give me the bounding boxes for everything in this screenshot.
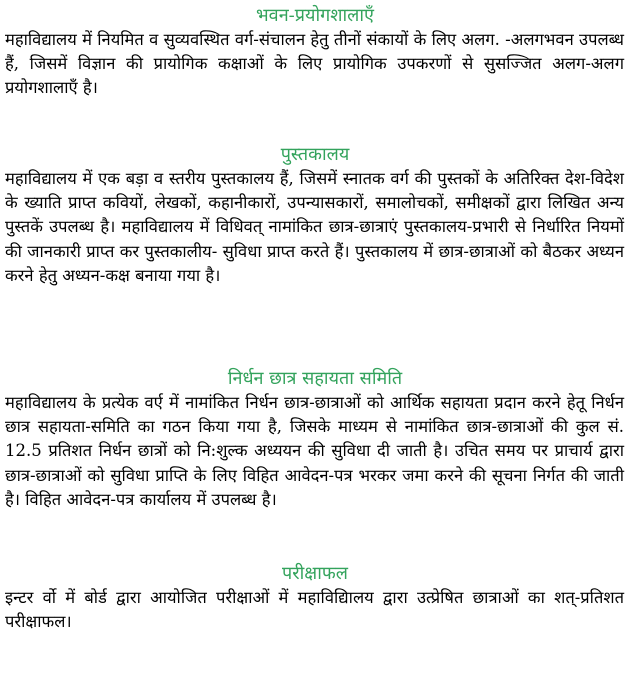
section-body: महाविद्यालय में एक बड़ा व स्तरीय पुस्तकालय हैं, जिसमें स्नातक वर्ग की पुस्तकों के अतिरिक्त देश-विदेश के ख्याति प्राप्त कवियों, लेखकों, कहानीकारों, उपन्यासकारों, समालोचकों, समीक्षकों द्वारा लिखित अन्य पुस्तकें उपलब्ध है। महाविद्यालय में विधिवत् नामांकित छात्र-छात्राएं पुस्तकालय-प्रभारी से निर्धारित नियमों की जानकारी प्राप्त कर पुस्तकालीय- सुविधा प्राप्त करते हैं। पुस्तकालय में छात्र-छात्राओं को बैठकर अध्यन करने हेतु अध्यन-कक्ष बनाया गया है। bbox=[5, 169, 624, 285]
section-poor-student-aid bbox=[0, 367, 630, 512]
section-body: इन्टर र्वो में बोर्ड द्वारा आयोजित परीक्षाओं में महाविद्यिालय द्वारा उत्प्रेषित छात्राओं का शत्-प्रतिशत परीक्षाफल। bbox=[5, 588, 624, 632]
section-heading: भवन-प्रयोगशालाएँ bbox=[256, 5, 374, 26]
section-body: महाविद्यालय के प्रत्येक वर्ए में नामांकित निर्धन छात्र-छात्राओं को आर्थिक सहायता प्रदान करने हेतू निर्धन छात्र सहायता-समिति का गठन किया गया है, जिसके माध्यम से नामांकित छात्र-छात्राओं की कुल सं. 12.5 प्रतिशत निर्धन छात्रों को नि:शुल्क अध्ययन की सुविधा दी जाती है। उचित समय पर प्राचार्य द्वारा छात्र-छात्राओं को सुविधा प्राप्ति के लिए विहित आवेदन-पत्र भरकर जमा करने की सूचना निर्गत की जाती है। विहित आवेदन-पत्र कार्यालय में उपलब्ध है। bbox=[5, 393, 624, 509]
section-heading: परीक्षाफल bbox=[282, 563, 348, 584]
section-building-labs bbox=[0, 4, 630, 101]
section-body: महाविद्यालय में नियमित व सुव्यवस्थित वर्ग-संचालन हेतु तीनों संकायों के लिए अलग. -अलगभवन उपलब्ध हैं, जिसमें विज्ञान की प्रायोगिक कक्षाओं के लिए प्रायोगिक उपकरणों से सुसज्जित अलग-अलग प्रयोगशालाएँ है। bbox=[5, 30, 624, 98]
section-exam-results bbox=[0, 562, 630, 634]
section-heading: निर्धन छात्र सहायता समिति bbox=[227, 368, 403, 389]
section-library bbox=[0, 143, 630, 288]
section-heading: पुस्तकालय bbox=[280, 144, 350, 165]
